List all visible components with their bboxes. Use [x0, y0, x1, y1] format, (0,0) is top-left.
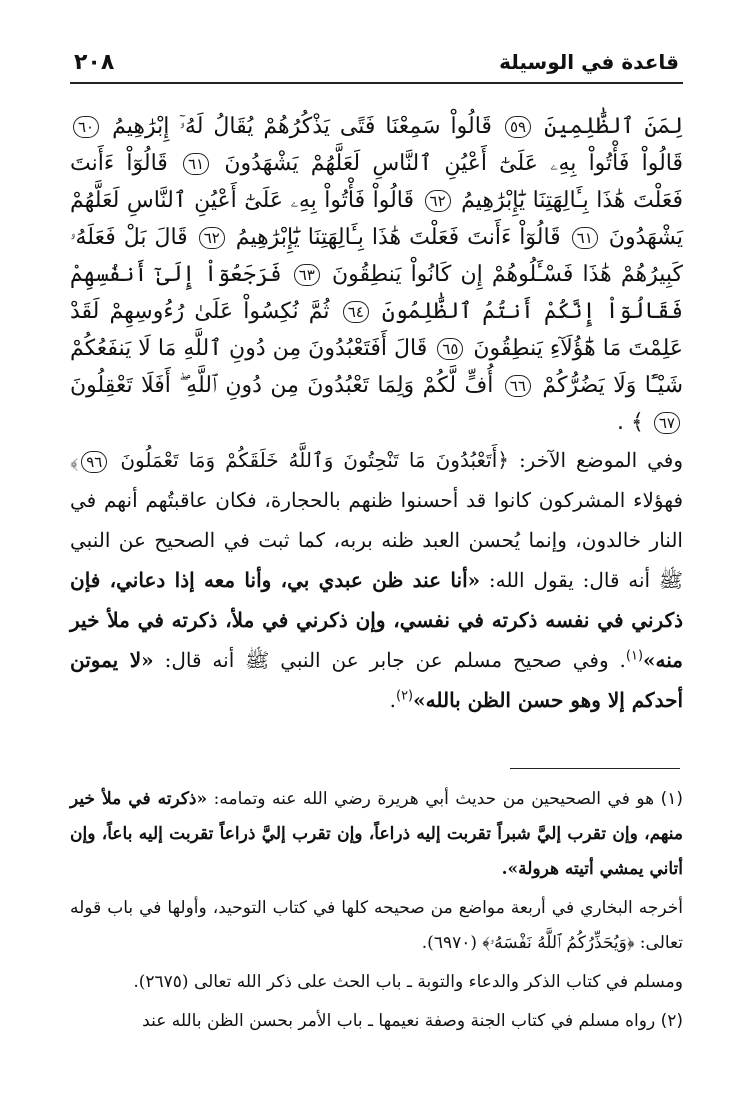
ayah-text: قَالَ بَلْ فَعَلَهُۥ كَبِيرُهُمْ هَٰذَا فَسْـَٔلُوهُمْ إِن كَانُواْ يَنطِقُونَ [70, 225, 683, 287]
quran-passage [70, 108, 683, 441]
footnote-ref-2[interactable]: (٢) [395, 688, 414, 704]
footnote-text: هو في الصحيحين من حديث أبي هريرة رضي الله عنه وتمامه: [207, 789, 661, 809]
ayah-number: ٦٥ [437, 338, 463, 360]
hadith-quote-2: «لا يموتن أحدكم إلا وهو حسن الظن بالله» [70, 648, 683, 712]
quote-close: ﴾ . [616, 410, 644, 435]
quran-quote: ﴿أَتَعْبُدُونَ مَا تَنْحِتُونَ وَٱللَّهُ خَلَقَكُمْ وَمَا تَعْمَلُونَ [120, 448, 509, 472]
footnote-1 [70, 782, 683, 887]
footnote-1-source-2: ومسلم في كتاب الذكر والدعاء والتوبة ـ باب الحث على ذكر الله تعالى (٢٦٧٥). [133, 972, 683, 992]
ayah-number: ٦١ [572, 227, 598, 249]
ayah-text: قَالُواْ فَأْتُواْ بِهِۦ عَلَىٰٓ أَعْيُنِ ٱلنَّاسِ لَعَلَّهُمْ يَشْهَدُونَ [70, 188, 684, 250]
hadith-quote: «أنا عند ظن عبدي بي، وأنا معه إذا دعاني، فإن ذكرني في نفسه ذكرته في نفسي، وإن ذكرني في ملأ، ذكرته في ملأ خير منه» [70, 568, 683, 672]
footnote-text-2: رواه مسلم في كتاب الجنة وصفة نعيمها ـ باب الأمر بحسن الظن بالله عند [142, 1011, 661, 1031]
page-number: ٢٠٨ [74, 50, 115, 75]
ayah-number: ٥٩ [505, 116, 531, 138]
ayah-number: ٦٢ [425, 190, 451, 212]
ayah-number: ٦٢ [199, 227, 225, 249]
paragraph-text: ﴾ فهؤلاء المشركون كانوا قد أحسنوا ظنهم بالحجارة، فكان عاقبتُهم أنهم في النار خالدون، وإنما يُحسن العبد ظنه بربه، كما ثبت في الصحيح عن النبي ﷺ أنه قال: يقول الله: [70, 448, 683, 592]
ayah-text: قَالُواْ فَأْتُواْ بِهِۦ عَلَىٰٓ أَعْيُنِ ٱلنَّاسِ لَعَلَّهُمْ يَشْهَدُونَ [212, 151, 683, 176]
main-text [70, 440, 683, 720]
footnote-hadith: «ذكرته في ملأ خير منهم، وإن تقرب إليَّ شبراً تقربت إليه ذراعاً، وإن تقرب إليَّ ذراعاً تقربت إليه باعاً، وإن أتاني يمشي أتيته هرولة». [70, 789, 683, 879]
paragraph-intro: وفي الموضع الآخر: [508, 448, 684, 472]
footnote-1-source: أخرجه البخاري في أربعة مواضع من صحيحه كلها في كتاب التوحيد، وأولها في باب قوله تعالى: ﴿وَيُحَذِّرُكُمُ ٱللَّهُ نَفْسَهُۥ﴾ (٦٩٧٠). [70, 898, 683, 953]
footnote-divider [510, 768, 680, 769]
paragraph-end: . [389, 688, 396, 712]
paragraph-text-2: . وفي صحيح مسلم عن جابر عن النبي ﷺ أنه قال: [153, 648, 626, 672]
ayah-number: ٦٠ [73, 116, 99, 138]
ayah-text: قَالُوٓاْ ءَأَنتَ فَعَلْتَ هَٰذَا بِـَٔالِهَتِنَا يَٰٓإِبْرَٰهِيمُ [227, 225, 561, 250]
running-title: قاعدة في الوسيلة [499, 50, 679, 74]
ayah-text: فَرَجَعُوٓاْ إِلَىٰٓ أَنفُسِهِمْ فَقَالُوٓاْ إِنَّكُمْ أَنتُمُ ٱلظَّٰلِمُونَ [70, 262, 683, 324]
footnote-number: (١) [660, 789, 683, 809]
ayah-text: أُفٍّ لَّكُمْ وَلِمَا تَعْبُدُونَ مِن دُونِ ٱللَّهِ ۖ أَفَلَا تَعْقِلُونَ [70, 373, 494, 398]
ayah-text: قَالُواْ سَمِعْنَا فَتًى يَذْكُرُهُمْ يُقَالُ لَهُۥٓ إِبْرَٰهِيمُ [102, 114, 492, 139]
ayah-number: ٦٧ [654, 412, 680, 434]
footnote-2 [70, 1004, 683, 1039]
ayah-text: قَالُوٓاْ ءَأَنتَ فَعَلْتَ هَٰذَا بِـَٔالِهَتِنَا يَٰٓإِبْرَٰهِيمُ [70, 151, 683, 213]
ayah-number: ٦٦ [505, 375, 531, 397]
ayah-text: لِمَنَ ٱلظَّٰلِمِينَ [534, 114, 683, 139]
footnote-ref[interactable]: (١) [625, 648, 644, 664]
ayah-text: قَالَ أَفَتَعْبُدُونَ مِن دُونِ ٱللَّهِ مَا لَا يَنفَعُكُمْ شَيْـًٔا وَلَا يَضُرُّكُمْ [70, 336, 684, 398]
footnote-number-2: (٢) [660, 1011, 683, 1031]
ayah-text: ثُمَّ نُكِسُواْ عَلَىٰ رُءُوسِهِمْ لَقَدْ عَلِمْتَ مَا هَٰٓؤُلَآءِ يَنطِقُونَ [70, 299, 683, 361]
ayah-number: ٦٤ [343, 301, 369, 323]
ayah-number: ٦٣ [294, 264, 320, 286]
ayah-number: ٩٦ [81, 451, 107, 473]
page-header [70, 48, 683, 84]
ayah-number: ٦١ [183, 153, 209, 175]
footnotes [70, 782, 683, 1039]
